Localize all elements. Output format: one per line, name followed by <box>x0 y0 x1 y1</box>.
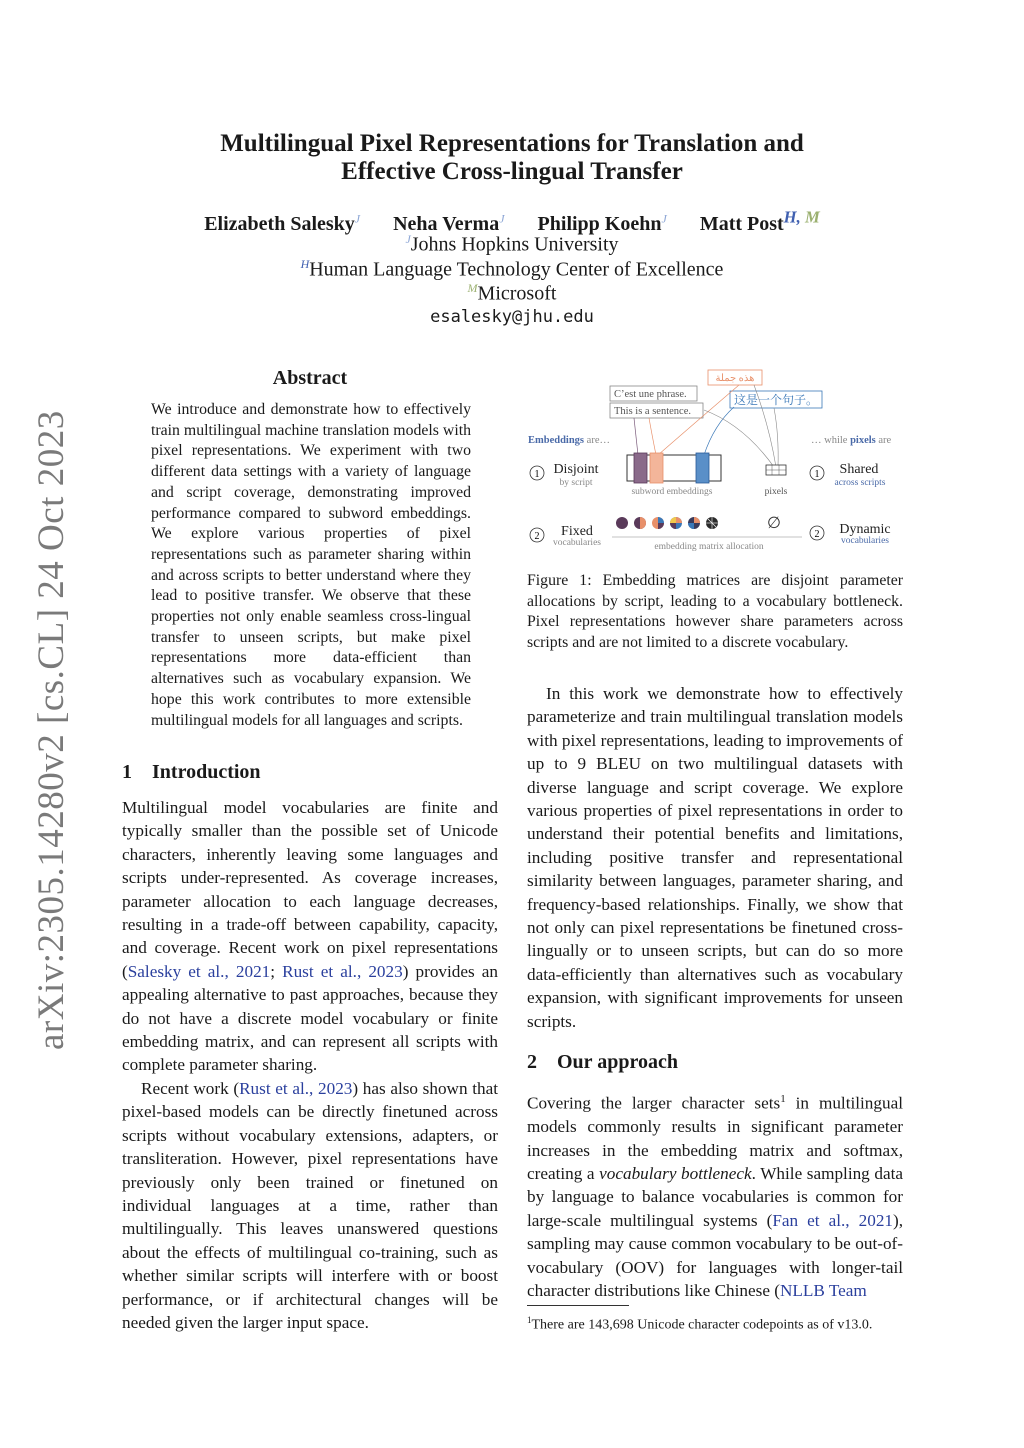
citation-year: 2021 <box>235 961 271 981</box>
affiliation-mark: J <box>661 211 667 225</box>
author-name: Philipp Koehn <box>537 212 662 235</box>
arrow-en-to-embedding <box>634 418 638 455</box>
vocab-pie-slice <box>658 517 664 523</box>
embedding-slot-arabic <box>650 453 663 483</box>
vocab-pie-slice <box>640 517 646 529</box>
embeddings-label: Embeddings are… <box>528 435 610 446</box>
pixels-label: … while pixels are <box>811 435 892 446</box>
step-1-number: 1 <box>814 469 820 480</box>
section-number: 2 <box>527 1051 537 1073</box>
affiliation-mark: J <box>354 211 361 225</box>
pixels-caption: pixels <box>764 487 788 497</box>
text-run: ) has also shown that pixel-based models can be directly finetuned across scripts without vocabulary extensions, adapters, or transliteration. However, pixel representations have previously only been trained or finetuned on individual languages at a time, rather than multilingually. This leaves unanswered questions about the effects of multilingual co-training, such as whether similar scripts will interfere with or boost performance, or if architectural changes will be needed given the larger input space. <box>122 1078 498 1332</box>
title-line-1: Multilingual Pixel Representations for Translation and <box>220 130 804 157</box>
paper-title <box>150 130 874 186</box>
vocab-pie-slice <box>658 523 664 529</box>
text-run: Multilingual model vocabularies are finite and typically smaller than the possible set of Unicode characters, inherently leaving some languages and scripts under-represented. As coverage increases, parameter allocation to each language decreases, resulting in a trade-off between capability, capacity, and coverage. Recent work on pixel representations ( <box>122 798 498 981</box>
text-run: ), sampling may cause common vocabulary to be out-of-vocabulary (OOV) for languages with longer-tail character distributions like Chinese ( <box>527 1210 904 1300</box>
dynamic-label: Dynamic <box>839 522 891 537</box>
step-2-number: 2 <box>534 531 540 542</box>
arrow-zh-to-embedding <box>704 407 734 455</box>
english-phrase: This is a sentence. <box>614 406 691 417</box>
footnote-number: 1 <box>527 1315 532 1325</box>
figure-1 <box>524 365 908 560</box>
embedding-slot-chinese <box>696 453 709 483</box>
citation-year: 2021 <box>858 1210 893 1230</box>
text-run: in multilingual models commonly results in significant parameter increases in the embedding matrix and softmax, creating a <box>527 1093 903 1183</box>
approach-paragraph-1 <box>527 1088 903 1302</box>
abstract-body: We introduce and demonstrate how to effectively train multilingual machine translation models with pixel representations. We experiment with two different data settings with a variety of language and script coverage, demonstrating improved performance compared to subword embeddings. We explore various properties of pixel representations such as parameter sharing within and across scripts to better understand where they lead to positive transfer. We observe that these properties not only enable seamless cross-lingual transfer to unseen scripts, but make pixel representations more data-efficient than alternatives such as vocabulary expansion. We hope this work contributes to more extensible multilingual models for all languages and scripts. <box>151 401 471 729</box>
embedding-slot-latin <box>634 453 647 483</box>
citation-link[interactable]: Rust et al., 2023 <box>239 1078 353 1098</box>
chinese-phrase: 这是一个句子。 <box>734 393 819 407</box>
arrow-fr-to-embedding <box>649 418 656 455</box>
shared-label: Shared <box>839 462 879 477</box>
author-name: Neha Verma <box>393 212 500 235</box>
citation-link[interactable]: NLLB Team <box>779 1280 867 1300</box>
citation-authors: Salesky et al. <box>127 961 225 981</box>
affiliation-mark: M <box>467 281 478 295</box>
affiliation-mark: J <box>499 211 505 225</box>
vocab-pie-icon <box>616 517 628 529</box>
vocab-pie-slice <box>694 517 700 523</box>
author-email[interactable]: esalesky@jhu.edu <box>430 307 594 327</box>
across-scripts-label: across scripts <box>834 478 886 488</box>
intro-paragraph-1: Multilingual model vocabularies are finite and typically smaller than the possible set of Unicode characters, inherently leaving some languages and scripts under-represented. As coverage increases, parameter allocation to each language decreases, resulting in a trade-off between capability, capacity, and coverage. Recent work on pixel representations (Salesky et al., 2021; Rust et al., 2023) provides an appealing alternative to past approaches, because they do not have a discrete model vocabulary or finite embedding matrix, and can represent all scripts with complete parameter sharing. <box>122 798 499 1075</box>
by-script-label: by script <box>559 478 593 488</box>
right-column-text-2 <box>527 1088 903 1302</box>
step-1-number: 1 <box>534 469 540 480</box>
affiliation-jhu <box>100 232 924 257</box>
footnote-mark[interactable]: 1 <box>780 1093 786 1105</box>
text-run: Covering the larger character sets <box>527 1093 781 1113</box>
step-2-number: 2 <box>814 529 820 540</box>
dynamic-vocabularies-label: vocabularies <box>840 536 890 546</box>
section-title: Our approach <box>557 1051 678 1073</box>
affiliation-mark-m: M <box>804 207 820 226</box>
section-number: 1 <box>122 761 132 783</box>
text-run: ) provides an appealing alternative to past approaches, because they do not have a discrete model vocabulary or finite embedding matrix, and can represent all scripts with complete parameter sharing. <box>122 961 499 1075</box>
right-paragraph-1: In this work we demonstrate how to effectively parameterize and train multilingual translation models with pixel representations, leading to improvements of up to 9 BLEU on two multilingual datasets with diverse language and script coverage. We explore various properties of pixel representations in order to understand their potential benefits and limitations, including positive transfer and representational similarity between languages, parameter sharing, and frequency-based relationships. Finally, we show that not only can pixel representations be finetuned cross-lingually or to unseen scripts, but can do so more data-efficiently than alternatives such as vocabulary expansion, with significant improvements for unseen scripts. <box>527 684 903 1031</box>
citation-year: 2023 <box>318 1078 353 1098</box>
affiliation-microsoft <box>100 281 924 306</box>
affiliation-text: Microsoft <box>477 282 557 305</box>
french-phrase: C’est une phrase. <box>614 389 687 400</box>
section-heading-our-approach <box>527 1051 678 1074</box>
author-name: Matt Post <box>699 212 784 235</box>
citation-year: 2023 <box>368 961 403 981</box>
vocab-pie-slice <box>670 523 676 529</box>
vocabularies-label: vocabularies <box>552 538 602 548</box>
arxiv-side-label: arXiv:2305.14280v2 [cs.CL] 24 Oct 2023 <box>31 410 72 1050</box>
abstract-heading: Abstract <box>272 367 348 389</box>
affiliation-hltcoe <box>100 257 924 282</box>
affiliation-mark: H <box>300 257 310 271</box>
citation-link[interactable]: Salesky et al., 2021 <box>127 961 271 981</box>
figure-1-caption: Figure 1: Embedding matrices are disjoint parameter allocations by script, leading to a vocabulary bottleneck. Pixel representations however share parameters across scripts and are not limited to a discrete vocabulary. <box>527 572 903 652</box>
intro-paragraph-2 <box>122 1077 498 1334</box>
title-line-2: Effective Cross-lingual Transfer <box>341 158 683 185</box>
affiliation-mark-h: H, <box>783 207 801 226</box>
vocab-pie-slice <box>670 517 676 523</box>
text-run: Recent work ( <box>141 1078 240 1098</box>
citation-link[interactable]: Fan et al., 2021 <box>772 1210 893 1230</box>
affiliation-text: Human Language Technology Center of Excellence <box>309 258 724 281</box>
section-title: Introduction <box>152 761 261 783</box>
citation-link[interactable]: Rust et al., 2023 <box>282 961 403 981</box>
footnote-text: There are 143,698 Unicode character codepoints as of v13.0. <box>531 1317 873 1333</box>
affiliation-mark <box>784 207 820 226</box>
vocab-pie-slice <box>676 517 682 523</box>
disjoint-label: Disjoint <box>553 462 599 477</box>
footnote <box>527 1311 907 1335</box>
affiliation-mark: J <box>405 232 411 246</box>
citation-authors: Fan et al. <box>772 1210 846 1230</box>
left-column-text <box>122 796 498 1334</box>
affiliation-text: Johns Hopkins University <box>410 233 619 256</box>
section-heading-introduction <box>122 761 261 784</box>
footnote-rule <box>527 1305 629 1306</box>
fixed-label: Fixed <box>561 524 593 539</box>
empty-set-symbol: ∅ <box>767 515 781 532</box>
text-run: . While sampling data by language to balance vocabularies is common for large-scale multilingual systems ( <box>527 1163 903 1230</box>
citation-authors: Rust et al. <box>282 961 357 981</box>
right-column-text <box>527 682 903 1033</box>
author-name: Elizabeth Salesky <box>204 212 355 235</box>
arabic-phrase: هذه جملة <box>715 373 755 384</box>
subword-embeddings-label: subword embeddings <box>631 487 713 497</box>
vocab-pie-slice <box>688 523 694 529</box>
vocab-pie-icons <box>616 517 718 529</box>
embedding-allocation-label: embedding matrix allocation <box>654 542 764 552</box>
emphasis-text: vocabulary bottleneck <box>599 1163 752 1183</box>
citation-authors: Rust et al. <box>239 1078 310 1098</box>
